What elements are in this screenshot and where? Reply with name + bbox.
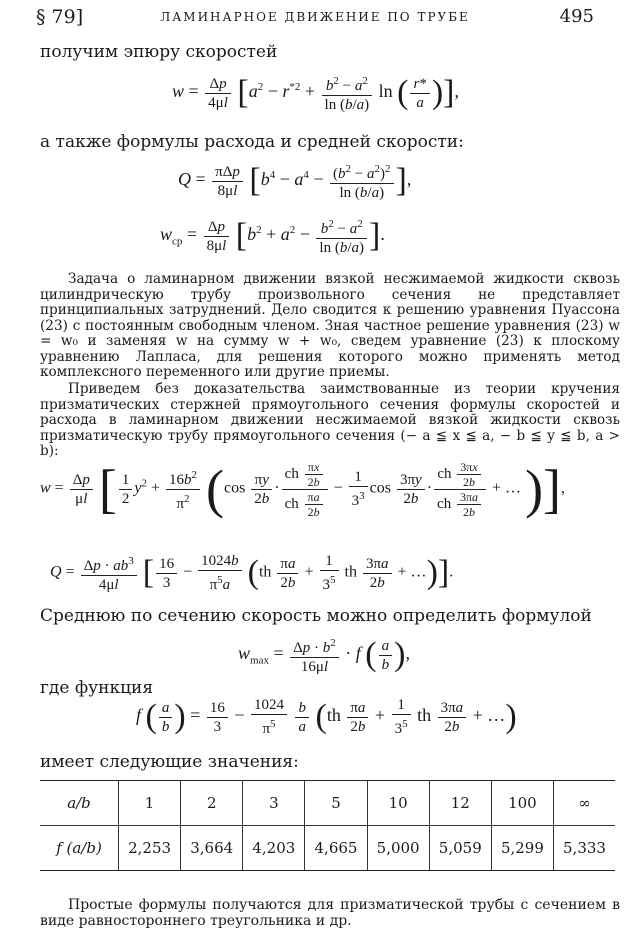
table-cell: f (a/b): [40, 826, 119, 871]
where-text: где функция: [40, 678, 154, 698]
page-number: 495: [559, 6, 594, 27]
mean-velocity-text: Среднюю по сечению скорость можно определить формулой: [40, 606, 592, 626]
table-cell: 5,000: [367, 826, 429, 871]
equation-max-velocity: $w_{max}$ = $\frac{\Delta p \cdot b^2}{16\mu l}$ · f ( $\frac{a}{b}$ ),: [238, 636, 410, 675]
table-cell: 2: [181, 781, 243, 826]
table-cell: 4,665: [305, 826, 367, 871]
equation-discharge: Q = $\frac{\text{πΔp}}{8\mu l}$ [$b^4 - a^4$ − $\frac{(b^2 - a^2)^2}{\ln (b/a)}$ ],: [178, 162, 412, 201]
paragraph-arbitrary-section: Задача о ламинарном движении вязкой несжимаемой жидкости сквозь цилиндрическую трубу произвольного сечения не представляет принципиальных затруднений. Дело сводится к решению уравнения Пуассона (23) с постоянным свободным членом. Зная частное решение уравнения (23) w = w₀ и заменяя w на сумму w + w₀, сведем уравнение (23) к плоскому уравнению Лапласа, для решения которого можно применять метод комплексного переменного или другие приемы.: [40, 271, 620, 380]
equation-velocity-profile: w = $\frac{\Delta p}{4\mu l}$ [$a^2 - r^{*2}$ + $\frac{b^2 - a^2}{\ln (b/a)}$ ln ( $\frac{r*}{a}$ )],: [172, 74, 459, 113]
table-cell: 10: [367, 781, 429, 826]
table-cell: ∞: [553, 781, 615, 826]
table-cell: 4,203: [243, 826, 305, 871]
table-cell: 1: [119, 781, 181, 826]
values-table: [40, 780, 615, 871]
table-row: [40, 826, 615, 871]
page-header: [36, 6, 594, 32]
equation-mean-velocity: $w_{ср}$ = $\frac{\Delta p}{8\mu l}$ [$b^2 + a^2$ − $\frac{b^2 - a^2}{\ln (b/a)}$ ].: [160, 217, 385, 256]
section-number: § 79]: [36, 6, 84, 28]
table-cell: 5: [305, 781, 367, 826]
table-cell: a/b: [40, 781, 119, 826]
table-cell: 3: [243, 781, 305, 826]
equation-rectangular-velocity: w = $\frac{\Delta p}{\mu l}$ [ $\frac{1}{2}$ $y^2$ + $\frac{16b^2}{\pi^2}$ (cos $\frac{\pi y}{2b}$ · ch $\frac{\pi x}{2b}$ ch $\frac{\pi a}{2b}$ − $\frac{1}{3^3}$ cos $\frac{3\pi y}{2b}$ · ch $\frac{3\pi x}{2b}$ ch $\frac{3\pi a}{2b}$ + … )],: [40, 459, 566, 519]
table-cell: 2,253: [119, 826, 181, 871]
equation-function-f: f ( $\frac{a}{b}$ ) = $\frac{16}{3}$ − $\frac{1024}{\pi^5}$ $\frac{b}{a}$ (th $\frac{\pi a}{2b}$ + $\frac{1}{3^5}$ th $\frac{3\pi a}{2b}$ + …): [136, 697, 517, 737]
table-header-row: [40, 781, 615, 826]
intro-text: получим эпюру скоростей: [40, 42, 278, 62]
table-cell: 3,664: [181, 826, 243, 871]
values-text: имеет следующие значения:: [40, 752, 299, 772]
paragraph-rectangular-section: Приведем без доказательства заимствованные из теории кручения призматических стержней прямоугольного сечения формулы скоростей и расхода в ламинарном движении несжимаемой вязкой жидкости сквозь призматическую трубу прямоугольного сечения (− a ≦ x ≦ a, − b ≦ y ≦ b, a > b):: [40, 381, 620, 459]
table-cell: 5,333: [553, 826, 615, 871]
table-cell: 100: [491, 781, 553, 826]
closing-paragraph: Простые формулы получаются для призматической трубы с сечением в виде равностороннего треугольника и др.: [40, 897, 620, 929]
equation-rectangular-discharge: Q = $\frac{\Delta p \cdot ab^3}{4\mu l}$ [ $\frac{16}{3}$ − $\frac{1024b}{\pi^5a}$ (th $\frac{\pi a}{2b}$ + $\frac{1}{3^5}$ th $\frac{3\pi a}{2b}$ + …)].: [50, 553, 454, 593]
table-cell: 5,059: [429, 826, 491, 871]
also-text: а также формулы расхода и средней скорости:: [40, 132, 464, 152]
table-cell: 12: [429, 781, 491, 826]
table-cell: 5,299: [491, 826, 553, 871]
running-title: ЛАМИНАРНОЕ ДВИЖЕНИЕ ПО ТРУБЕ: [160, 10, 470, 24]
